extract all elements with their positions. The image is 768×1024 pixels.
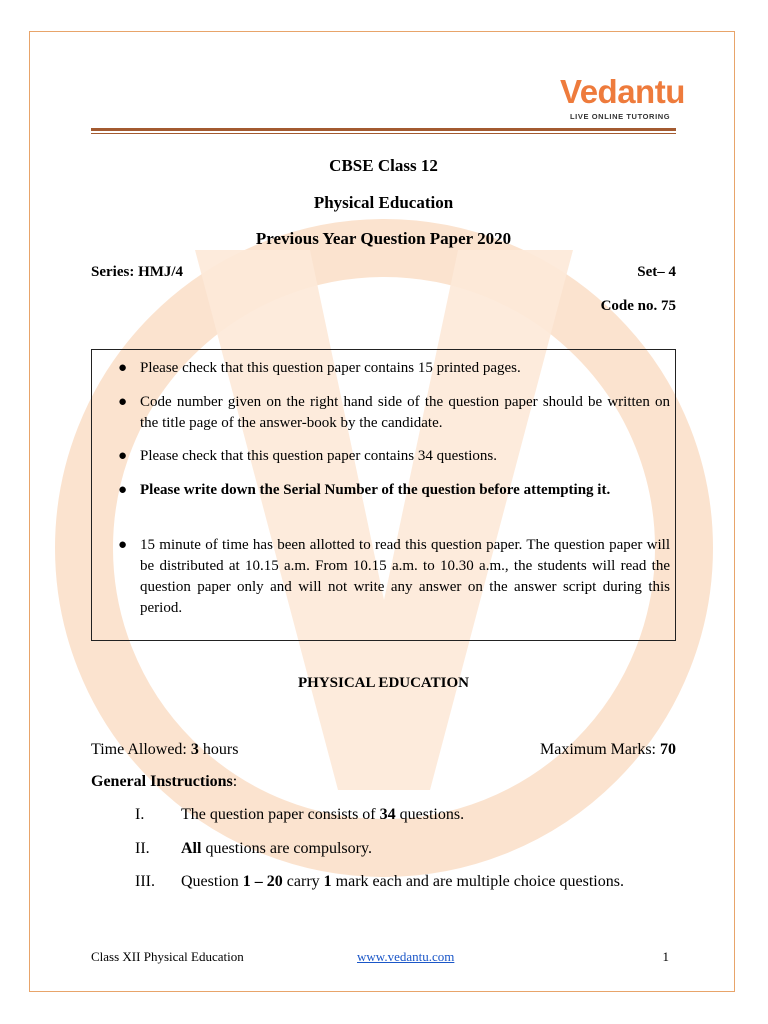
logo-wordmark: Vedantu	[560, 73, 685, 110]
notice-text: Code number given on the right hand side of the question paper should be written on the title page of the answer-book by the candidate.	[140, 394, 670, 431]
notice-text: 15 minute of time has been allotted to read this question paper. The question paper will be distributed at 10.15 a.m. From 10.15 a.m. to 10.30 a.m., the students will read the question paper only and will not write any answer on the answer script during this period.	[140, 537, 670, 616]
header-rule-thin	[91, 133, 676, 134]
instruction-item	[135, 806, 680, 824]
series-set-row	[91, 264, 676, 281]
instruction-bold: 1 – 20	[242, 873, 283, 890]
instruction-text: questions are compulsory.	[201, 840, 372, 857]
instruction-bold: 34	[379, 806, 396, 823]
notice-text: Please check that this question paper contains 15 printed pages.	[140, 360, 521, 376]
instruction-bold: All	[181, 840, 202, 857]
notice-item	[118, 392, 670, 434]
vedantu-logo[interactable]	[560, 72, 685, 124]
footer-website-link[interactable]: www.vedantu.com	[357, 949, 455, 964]
exam-info-row	[91, 741, 676, 759]
bullet-icon: ●	[118, 394, 128, 410]
time-allowed	[91, 741, 238, 759]
header-rule	[91, 128, 676, 131]
paper-subject-title: Physical Education	[313, 193, 454, 212]
instruction-text: questions.	[395, 806, 465, 823]
footer-page-number: 1	[662, 949, 669, 964]
set-label: Set– 4	[637, 264, 676, 280]
time-label: Time Allowed:	[91, 741, 191, 758]
notice-text: Please write down the Serial Number of the question before attempting it.	[140, 482, 611, 498]
bullet-icon: ●	[118, 360, 128, 376]
instruction-number: III.	[135, 873, 155, 890]
instruction-number: I.	[135, 806, 145, 823]
instruction-number: II.	[135, 840, 150, 857]
notice-item	[118, 358, 670, 379]
marks-value: 70	[660, 741, 676, 758]
paper-year-title: Previous Year Question Paper 2020	[255, 229, 512, 248]
instructions-heading: General Instructions	[91, 773, 233, 790]
notice-item	[118, 446, 670, 467]
footer-course-label: Class XII Physical Education	[91, 949, 244, 964]
instruction-text: The question paper consists of	[181, 806, 380, 823]
instruction-text: Question	[181, 873, 243, 890]
instruction-bold: 1	[323, 873, 332, 890]
notice-item	[118, 535, 670, 619]
paper-class-title: CBSE Class 12	[329, 156, 438, 175]
instruction-item	[135, 873, 680, 891]
general-instructions-heading	[91, 773, 676, 791]
notice-text: Please check that this question paper contains 34 questions.	[140, 448, 498, 464]
series-label: Series: HMJ/4	[91, 264, 184, 280]
logo-tagline: LIVE ONLINE TUTORING	[570, 112, 671, 121]
instructions-colon: :	[232, 773, 238, 790]
instruction-text: carry	[282, 873, 324, 890]
bullet-icon: ●	[118, 482, 128, 498]
instruction-text: mark each and are multiple choice questions.	[331, 873, 624, 890]
section-title: PHYSICAL EDUCATION	[298, 675, 469, 691]
maximum-marks	[540, 741, 676, 759]
instruction-item	[135, 840, 680, 858]
bullet-icon: ●	[118, 448, 128, 464]
code-row	[91, 298, 676, 315]
marks-label: Maximum Marks:	[540, 741, 660, 758]
code-label: Code no. 75	[600, 298, 676, 314]
time-unit: hours	[198, 741, 239, 758]
bullet-icon: ●	[118, 537, 128, 553]
notice-item-emphasis	[118, 480, 670, 501]
time-value: 3	[190, 741, 199, 758]
